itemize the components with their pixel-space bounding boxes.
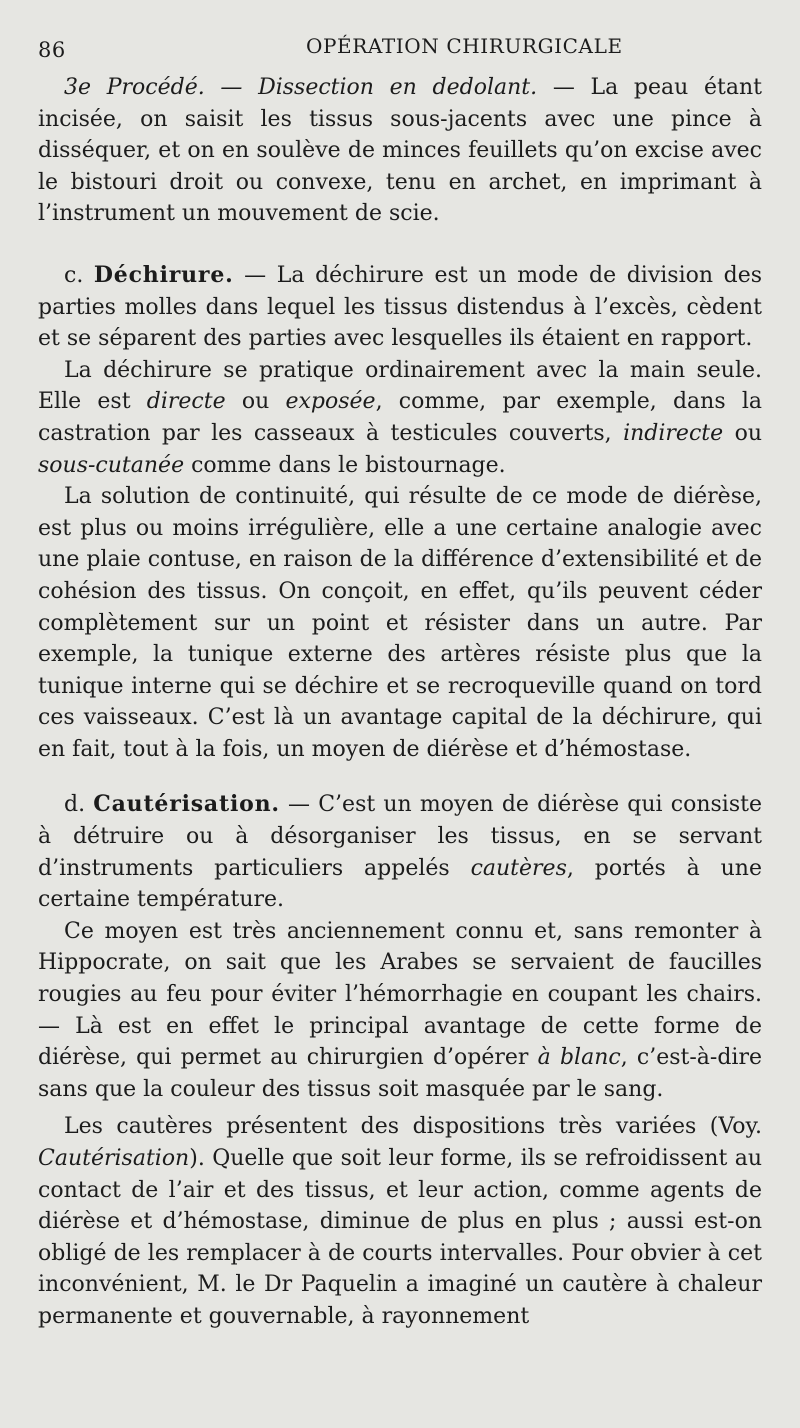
cauteres-text-a: Les cautères présentent des dispositions très variées (Voy. <box>64 1114 762 1140</box>
procede-3-text: — La peau étant incisée, on saisit les tissus sous-jacents avec une pince à disséquer, et on en soulève de minces feuillets qu’on excise avec le bistouri droit ou convexe, tenu en archet, en imprimant à l’instrument un mouvement de scie. <box>38 75 762 227</box>
dechirure-types-text-b: ou <box>225 389 286 415</box>
section-heading-cauterisation: Cautérisation. <box>93 791 280 818</box>
term-exposee: exposée <box>285 389 376 415</box>
term-directe: directe <box>146 389 226 415</box>
cauterisation-history-text-b: , c’est-à-dire sans que la couleur des tissus soit masquée par le sang. <box>38 1045 762 1102</box>
page-body <box>38 72 762 1333</box>
paragraph-dechirure-types <box>38 355 762 481</box>
running-title: OPÉRATION CHIRURGICALE <box>306 34 623 58</box>
dechirure-intro-text: — La déchirure est un mode de division des parties molles dans lequel les tissus distendus à l’excès, cèdent et se séparent des parties avec lesquelles ils étaient en rapport. <box>38 262 763 352</box>
paragraph-procede-3 <box>38 72 762 230</box>
procede-3-label: 3e Procédé. — Dissection en dedolant. <box>64 75 538 100</box>
term-indirecte: indirecte <box>623 420 724 446</box>
cauterisation-history-text-a: Ce moyen est très anciennement connu et, sans remonter à Hippocrate, on sait que les Arabes se servaient de faucilles rougies au feu pour éviter l’hémorrhagie en coupant les chairs. — Là est en effet le principal avantage de cette forme de diérèse, qui permet au chirurgien d’opérer <box>38 918 762 1071</box>
section-heading-dechirure: Déchirure. <box>93 261 234 288</box>
paragraph-cauteres-dispositions <box>38 1111 762 1332</box>
cauteres-text-b: ). Quelle que soit leur forme, ils se refroidissent au contact de l’air et des tissus, et leur action, comme agents de diérèse et d’hémostase, diminue de plus en plus ; aussi est-on obligé de les remplacer à de courts intervalles. Pour obvier à cet inconvénient, M. le Dr Paquelin a imaginé un cautère à chaleur permanente et gouvernable, à rayonnement <box>38 1146 762 1329</box>
dechirure-types-text-e: comme dans le bistournage. <box>184 452 506 478</box>
dechirure-types-text-a: La déchirure se pratique ordinairement avec la main seule. Elle est <box>38 357 762 415</box>
cross-reference-cauterisation: Cautérisation <box>38 1146 190 1171</box>
paragraph-dechirure-solution: La solution de continuité, qui résulte de ce mode de diérèse, est plus ou moins irrégulière, elle a une certaine analogie avec une plaie contuse, en raison de la différence d’extensibilité et de cohésion des tissus. On conçoit, en effet, qu’ils peuvent céder complètement sur un point et résister dans un autre. Par exemple, la tunique externe des artères résiste plus que la tunique interne qui se déchire et se recroqueville quand on tord ces vaisseaux. C’est là un avantage capital de la déchirure, qui en fait, tout à la fois, un moyen de diérèse et d’hémostase. <box>38 484 762 762</box>
paragraph-cauterisation-intro <box>38 789 762 915</box>
page-header <box>38 32 760 66</box>
cauterisation-intro-text-b: , portés à une certaine température. <box>38 855 762 913</box>
page-number: 86 <box>38 38 66 62</box>
paragraph-dechirure-intro <box>38 260 762 355</box>
dechirure-types-text-d: ou <box>723 420 762 446</box>
section-letter-c: c. <box>64 262 94 288</box>
dechirure-types-text-c: , comme, par exemple, dans la castration par les casseaux à testicules couverts, <box>38 389 762 446</box>
term-a-blanc: à blanc <box>537 1045 621 1071</box>
term-sous-cutanee: sous-cutanée <box>38 452 185 478</box>
paragraph-cauterisation-history <box>38 916 762 1106</box>
section-letter-d: d. <box>64 792 94 818</box>
term-cauteres: cautères <box>470 855 567 881</box>
cauterisation-intro-text-a: — C’est un moyen de diérèse qui consiste à détruire ou à désorganiser les tissus, en se servant d’instruments particuliers appelés <box>38 792 762 881</box>
